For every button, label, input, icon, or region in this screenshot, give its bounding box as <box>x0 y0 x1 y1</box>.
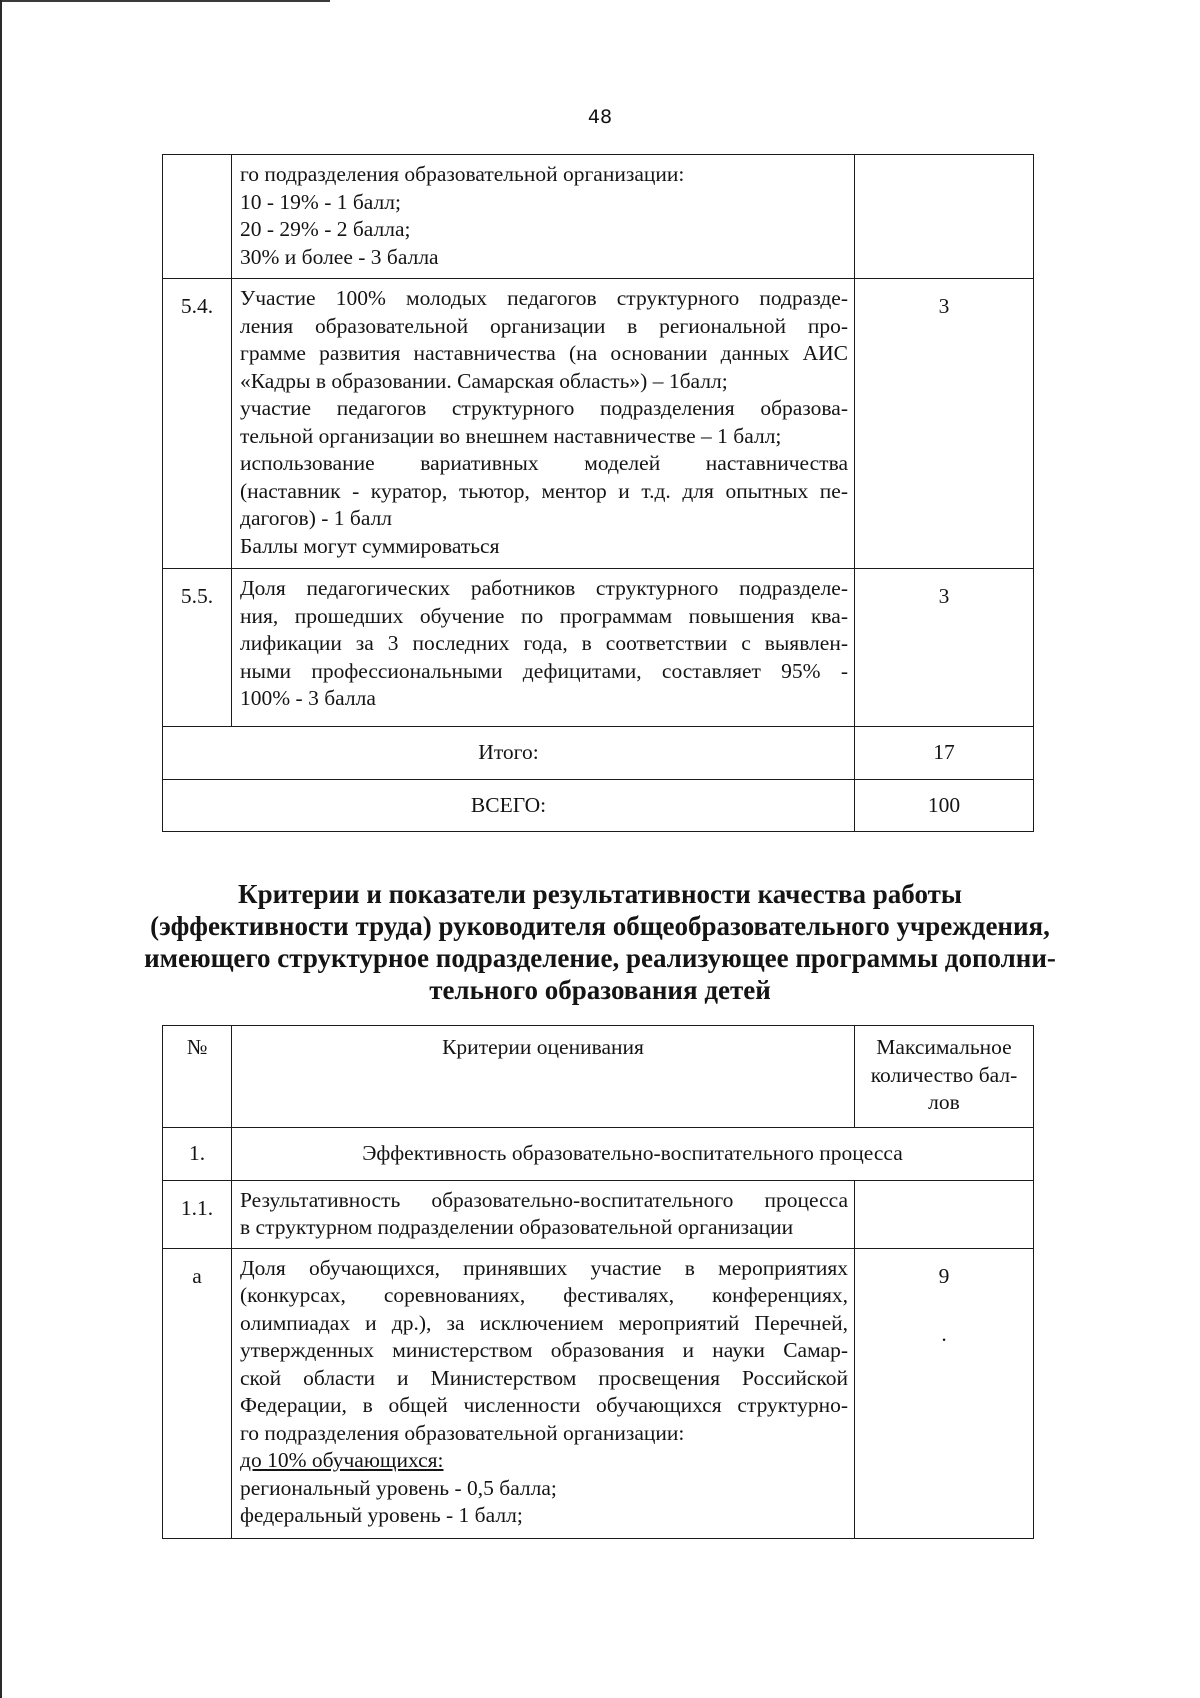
total-value: 100 <box>855 779 1034 832</box>
page-number: 48 <box>587 106 613 128</box>
heading-line: имеющего структурное подразделение, реализующее программы дополни- <box>144 943 1056 973</box>
criteria-line: лификации за 3 последних года, в соответствии с выявлен- <box>240 631 848 655</box>
criteria-line: грамме развития наставничества (на основании данных АИС <box>240 341 848 365</box>
section-number: 1. <box>163 1128 232 1181</box>
criteria-line: Доля обучающихся, принявших участие в мероприятиях <box>240 1255 848 1280</box>
criteria-line: 10 - 19% - 1 балл; <box>240 189 401 214</box>
criteria-line: использование вариативных моделей наставничества <box>240 451 848 475</box>
criteria-line: федеральный уровень - 1 балл; <box>240 1503 523 1527</box>
max-score-cell <box>855 155 1034 279</box>
criteria-line: тельной организации во внешнем наставничестве – 1 балл; <box>240 423 782 448</box>
criteria-line: в структурном подразделении образовательной организации <box>240 1215 794 1239</box>
total-label: ВСЕГО: <box>163 779 855 832</box>
criteria-cell <box>232 1180 855 1248</box>
criteria-table <box>162 1025 1034 1539</box>
row-number-cell: а <box>163 1248 232 1538</box>
criteria-line: «Кадры в образовании. Самарская область») – 1балл; <box>240 368 728 393</box>
section-title: Эффективность образовательно-воспитательного процесса <box>232 1128 1034 1181</box>
criteria-line: ными профессиональными дефицитами, составляет 95% - <box>240 658 848 683</box>
max-score-cell: 3 <box>855 569 1034 727</box>
max-score-value: 9 <box>938 1263 950 1288</box>
max-score-cell <box>855 1180 1034 1248</box>
criteria-line: го подразделения образовательной организации: <box>240 1420 685 1445</box>
criteria-line: региональный уровень - 0,5 балла; <box>240 1475 557 1500</box>
criteria-underlined-line: до 10% обучающихся: <box>240 1448 444 1472</box>
table-header-row <box>163 1026 1034 1128</box>
table-row <box>163 1248 1034 1538</box>
criteria-line: Доля педагогических работников структурного подразделе- <box>240 576 848 600</box>
criteria-line: Участие 100% молодых педагогов структурного подразде- <box>240 286 848 310</box>
row-number-cell: 5.5. <box>163 569 232 727</box>
criteria-cell <box>232 155 855 279</box>
criteria-line: утвержденных министерством образования и науки Самар- <box>240 1338 848 1362</box>
total-row <box>163 779 1034 832</box>
header-max-line: количество бал- <box>870 1062 1018 1087</box>
row-number-cell <box>163 155 232 279</box>
row-number-cell: 1.1. <box>163 1180 232 1248</box>
criteria-cell <box>232 569 855 727</box>
criteria-line: 100% - 3 балла <box>240 686 376 710</box>
header-criteria: Критерии оценивания <box>232 1026 855 1128</box>
criteria-table-continued <box>162 154 1034 832</box>
criteria-line: го подразделения образовательной организации: <box>240 162 685 186</box>
criteria-cell <box>232 1248 855 1538</box>
header-max-line: лов <box>928 1090 960 1114</box>
criteria-line: Баллы могут суммироваться <box>240 533 500 558</box>
criteria-line: олимпиадах и др.), за исключением мероприятий Перечней, <box>240 1310 848 1335</box>
criteria-line: 30% и более - 3 балла <box>240 244 439 269</box>
header-max-score <box>855 1026 1034 1128</box>
criteria-line: участие педагогов структурного подразделения образова- <box>240 396 848 420</box>
row-number-cell: 5.4. <box>163 279 232 569</box>
criteria-cell <box>232 279 855 569</box>
criteria-line: дагогов) - 1 балл <box>240 506 393 530</box>
subtotal-row <box>163 727 1034 780</box>
subtotal-label: Итого: <box>163 727 855 780</box>
table-row <box>163 155 1034 279</box>
section-row <box>163 1128 1034 1181</box>
criteria-line: ления образовательной организации в региональной про- <box>240 313 848 338</box>
table-row <box>163 279 1034 569</box>
section-heading <box>120 878 1080 1006</box>
heading-line: (эффективности труда) руководителя общеобразовательного учреждения, <box>150 911 1050 941</box>
heading-line: тельного образования детей <box>429 975 771 1005</box>
criteria-line: (наставник - куратор, тьютор, ментор и т.д. для опытных пе- <box>240 478 848 503</box>
heading-line: Критерии и показатели результативности качества работы <box>238 879 962 909</box>
header-number: № <box>163 1026 232 1128</box>
scan-edge-top <box>0 0 330 2</box>
criteria-line: 20 - 29% - 2 балла; <box>240 217 411 241</box>
scan-edge-left <box>0 0 2 1698</box>
criteria-line: ской области и Министерством просвещения Российской <box>240 1365 848 1390</box>
subtotal-value: 17 <box>855 727 1034 780</box>
stray-mark: . <box>941 1322 947 1346</box>
criteria-line: (конкурсах, соревнованиях, фестивалях, конференциях, <box>240 1283 848 1307</box>
criteria-line: ния, прошедших обучение по программам повышения ква- <box>240 603 848 628</box>
header-max-line: Максимальное <box>876 1035 1012 1059</box>
criteria-line: Федерации, в общей численности обучающихся структурно- <box>240 1393 848 1417</box>
max-score-cell <box>855 1248 1034 1538</box>
max-score-cell: 3 <box>855 279 1034 569</box>
table-row <box>163 569 1034 727</box>
table-row <box>163 1180 1034 1248</box>
criteria-line: Результативность образовательно-воспитательного процесса <box>240 1187 848 1212</box>
